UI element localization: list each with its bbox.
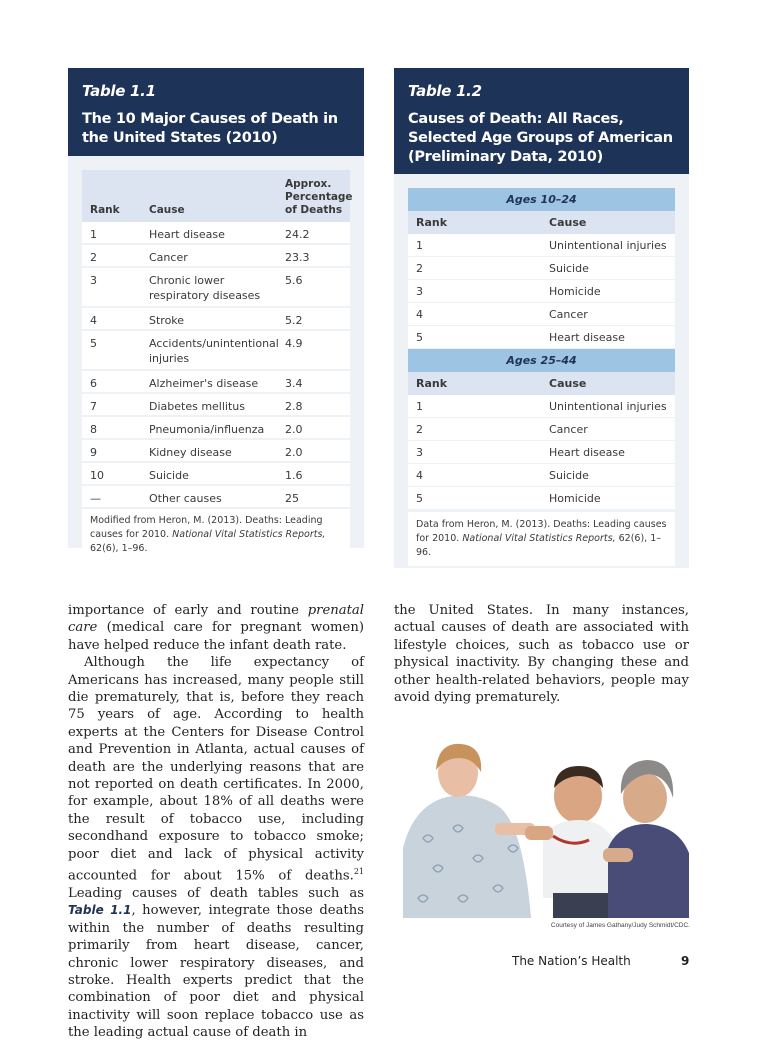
rank-cell: 3 bbox=[416, 446, 423, 459]
body-column-left bbox=[68, 602, 364, 1042]
cause-cell: Cancer bbox=[549, 423, 588, 436]
table-row bbox=[408, 395, 675, 418]
percentage-cell: 2.0 bbox=[285, 423, 303, 436]
percentage-header: Approx. Percentage of Deaths bbox=[285, 178, 353, 216]
percentage-cell: 5.6 bbox=[285, 274, 303, 287]
rank-cell: 6 bbox=[90, 377, 97, 390]
cause-cell: Suicide bbox=[549, 262, 589, 275]
table-row bbox=[82, 268, 350, 308]
rank-cell: 4 bbox=[90, 314, 97, 327]
rank-cell: 10 bbox=[90, 469, 104, 482]
percentage-cell: 1.6 bbox=[285, 469, 303, 482]
cause-cell: Suicide bbox=[149, 469, 189, 482]
cause-cell: Homicide bbox=[549, 492, 601, 505]
rank-cell: 4 bbox=[416, 308, 423, 321]
term-prenatal-care: prenatal care bbox=[68, 603, 364, 636]
table-row bbox=[82, 308, 350, 331]
paragraph bbox=[68, 654, 364, 1041]
table-body bbox=[82, 222, 350, 509]
age-groups bbox=[408, 188, 675, 510]
percentage-cell: 24.2 bbox=[285, 228, 310, 241]
cause-cell: Homicide bbox=[549, 285, 601, 298]
rank-header: Rank bbox=[416, 216, 448, 229]
table-1-2-label: Table 1.2 bbox=[408, 82, 482, 100]
table-source-note bbox=[82, 509, 350, 564]
cause-cell: Cancer bbox=[149, 251, 188, 264]
percentage-cell: 3.4 bbox=[285, 377, 303, 390]
photo-credit: Courtesy of James Gathany/Judy Schmidt/CDC. bbox=[550, 922, 690, 929]
table-reference-link[interactable]: Table 1.1 bbox=[68, 903, 132, 918]
table-1-2-panel bbox=[394, 68, 689, 568]
rank-cell: 3 bbox=[90, 274, 97, 287]
table-row bbox=[408, 441, 675, 464]
table-row bbox=[408, 464, 675, 487]
cause-header: Cause bbox=[549, 377, 587, 390]
cause-cell: Unintentional injuries bbox=[549, 239, 667, 252]
table-row bbox=[408, 303, 675, 326]
table-1-1-panel bbox=[68, 68, 364, 554]
vaccination-photo bbox=[403, 728, 689, 918]
source-journal: National Vital Statistics Reports, bbox=[172, 529, 326, 540]
footnote-ref: 21 bbox=[353, 867, 364, 877]
rank-cell: 5 bbox=[416, 331, 423, 344]
cause-cell: Chronic lower respiratory diseases bbox=[149, 274, 261, 302]
table-source-note bbox=[408, 510, 675, 566]
table-row bbox=[82, 463, 350, 486]
source-journal: National Vital Statistics Reports, bbox=[462, 533, 616, 544]
rank-cell: 3 bbox=[416, 285, 423, 298]
table-row bbox=[82, 331, 350, 371]
cause-header: Cause bbox=[549, 216, 587, 229]
table-row bbox=[82, 222, 350, 245]
table-header-row bbox=[82, 170, 353, 222]
table-row bbox=[408, 257, 675, 280]
running-head: The Nation’s Health bbox=[512, 954, 631, 968]
table-1-1-title: The 10 Major Causes of Death in the United States (2010) bbox=[82, 111, 338, 146]
percentage-cell: 5.2 bbox=[285, 314, 303, 327]
percentage-cell: 2.0 bbox=[285, 446, 303, 459]
cause-header: Cause bbox=[149, 204, 185, 216]
rank-cell: — bbox=[90, 492, 101, 505]
rank-cell: 5 bbox=[90, 337, 97, 350]
table-row bbox=[408, 234, 675, 257]
percentage-cell: 2.8 bbox=[285, 400, 303, 413]
rank-cell: 7 bbox=[90, 400, 97, 413]
table-row bbox=[82, 486, 350, 509]
table-1-2-title: Causes of Death: All Races, Selected Age Groups of American (Preliminary Data, 2010) bbox=[408, 111, 673, 165]
rank-cell: 5 bbox=[416, 492, 423, 505]
cause-cell: Accidents/unintentional injuries bbox=[149, 337, 279, 365]
table-row bbox=[408, 326, 675, 349]
source-pages: 62(6), 1–96. bbox=[416, 533, 662, 558]
rank-header: Rank bbox=[416, 377, 448, 390]
age-group-band: Ages 10–24 bbox=[408, 188, 675, 211]
table-1-2 bbox=[408, 188, 675, 566]
paragraph: the United States. In many instances, actual causes of death are associated with lifestyle choices, such as tobacco use or physical inactivity. By changing these and other health-related behaviors, people may avoid dying prematurely. bbox=[394, 603, 689, 706]
rank-cell: 4 bbox=[416, 469, 423, 482]
cause-cell: Heart disease bbox=[149, 228, 225, 241]
age-group-band: Ages 25–44 bbox=[408, 349, 675, 372]
cause-cell: Suicide bbox=[549, 469, 589, 482]
text-run: Leading causes of death tables such as bbox=[68, 885, 364, 901]
cause-cell: Heart disease bbox=[549, 331, 625, 344]
table-row bbox=[408, 487, 675, 510]
source-pages: 62(6), 1–96. bbox=[90, 543, 148, 554]
table-header-row bbox=[408, 372, 675, 395]
text-run: (medical care for pregnant women) have helped reduce the infant death rate. bbox=[68, 620, 364, 653]
cause-cell: Diabetes mellitus bbox=[149, 400, 245, 413]
cause-cell: Unintentional injuries bbox=[549, 400, 667, 413]
rank-cell: 9 bbox=[90, 446, 97, 459]
table-1-2-header bbox=[394, 68, 689, 174]
text-run: Although the life expectancy of Americans has increased, many people still die prematurely, that is, before they reach 75 years of age. According to health experts at the Centers for Disease Control and Prevention in Atlanta, actual causes of death are the underlying reasons that are not reported on death certificates. In 2000, for example, about 18% of all deaths were the result of tobacco use, including secondhand exposure to tobacco smoke; poor diet and lack of physical activity accounted for about 15% of deaths. bbox=[68, 655, 364, 884]
percentage-cell: 23.3 bbox=[285, 251, 310, 264]
table-row bbox=[82, 394, 350, 417]
cause-cell: Kidney disease bbox=[149, 446, 232, 459]
table-row bbox=[82, 245, 350, 268]
paragraph bbox=[68, 602, 364, 654]
cause-cell: Pneumonia/influenza bbox=[149, 423, 265, 436]
text-run: importance of early and routine bbox=[68, 603, 308, 618]
table-row bbox=[408, 280, 675, 303]
table-header-row bbox=[408, 211, 675, 234]
percentage-cell: 4.9 bbox=[285, 337, 303, 350]
cause-cell: Cancer bbox=[549, 308, 588, 321]
table-1-1-header bbox=[68, 68, 364, 156]
percentage-cell: 25 bbox=[285, 492, 299, 505]
table-1-1-label: Table 1.1 bbox=[82, 82, 156, 100]
table-row bbox=[82, 417, 350, 440]
table-row bbox=[82, 371, 350, 394]
rank-cell: 2 bbox=[416, 423, 423, 436]
table-row bbox=[82, 440, 350, 463]
text-run: , however, integrate those deaths within the number of deaths resulting primarily from heart disease, cancer, chronic lower respiratory diseases, and stroke. Health experts predict that the combination of poor diet and physical inactivity will soon replace tobacco use as the leading actual cause of death in bbox=[68, 903, 364, 1041]
body-column-right bbox=[394, 602, 689, 706]
table-1-1 bbox=[82, 170, 353, 564]
cause-cell: Heart disease bbox=[549, 446, 625, 459]
rank-cell: 8 bbox=[90, 423, 97, 436]
rank-header: Rank bbox=[90, 204, 120, 216]
cause-cell: Stroke bbox=[149, 314, 185, 327]
rank-cell: 1 bbox=[90, 228, 97, 241]
rank-cell: 1 bbox=[416, 239, 423, 252]
page-number: 9 bbox=[681, 954, 690, 968]
cause-cell: Alzheimer's disease bbox=[149, 377, 259, 390]
rank-cell: 2 bbox=[90, 251, 97, 264]
source-text: Data from Heron, M. (2013). Deaths: Leading causes for 2010. bbox=[416, 519, 667, 544]
source-text: Modified from Heron, M. (2013). Deaths: Leading causes for 2010. bbox=[90, 515, 323, 540]
cause-cell: Other causes bbox=[149, 492, 222, 505]
rank-cell: 2 bbox=[416, 262, 423, 275]
rank-cell: 1 bbox=[416, 400, 423, 413]
table-row bbox=[408, 418, 675, 441]
